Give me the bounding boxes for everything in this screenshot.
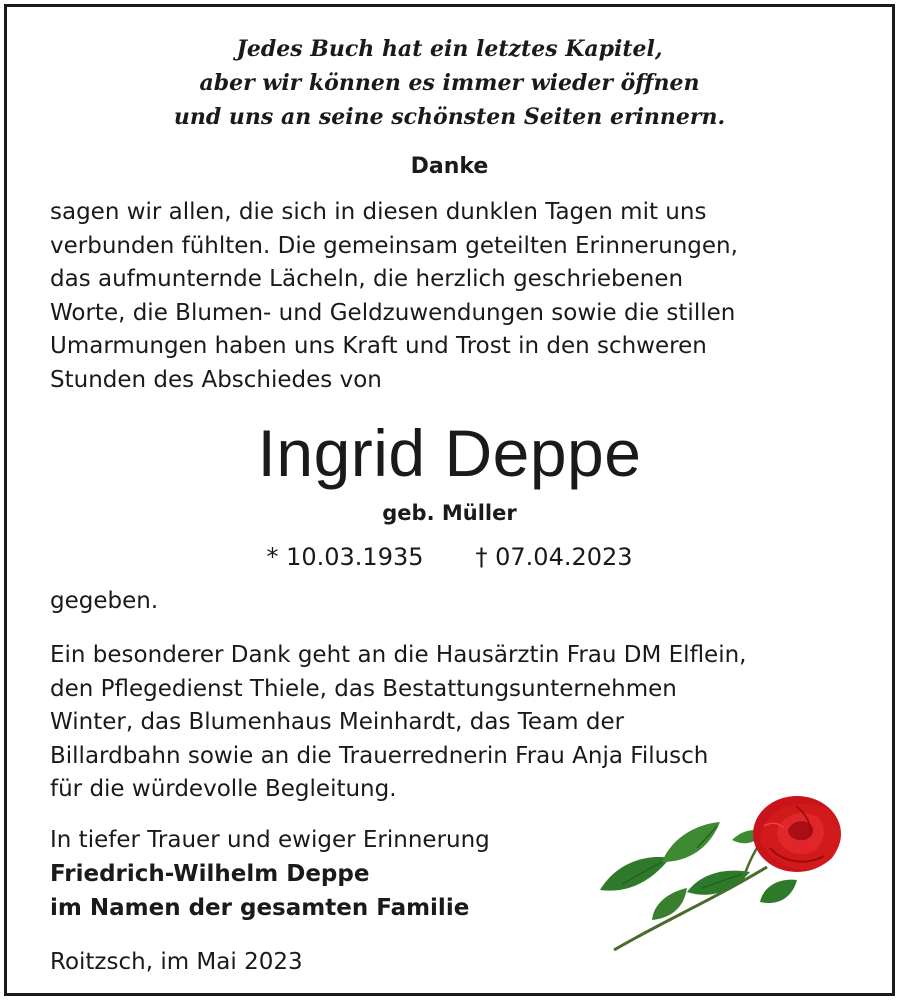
text-line: verbunden fühlten. Die gemeinsam geteilten Erinnerungen, [50, 232, 738, 259]
signoff-signer: Friedrich-Wilhelm Deppe [50, 861, 370, 887]
text-line: das aufmunternde Lächeln, die herzlich geschriebenen [50, 266, 684, 292]
deceased-name: Ingrid Deppe [257, 416, 642, 490]
text-line: sagen wir allen, die sich in diesen dunklen Tagen mit uns [50, 199, 707, 225]
text-line: Umarmungen haben uns Kraft und Trost in den schweren [50, 333, 707, 359]
motto-line: Jedes Buch hat ein letztes Kapitel, [236, 36, 663, 62]
maiden-name: geb. Müller [382, 501, 517, 525]
motto-line: und uns an seine schönsten Seiten erinnern. [173, 104, 726, 130]
birth-date: * 10.03.1935 [266, 543, 424, 571]
text-line: Winter, das Blumenhaus Meinhardt, das Team der [50, 709, 625, 735]
after-name-text: gegeben. [50, 588, 159, 614]
text-line: Ein besonderer Dank geht an die Hausärztin Frau DM Elflein, [50, 642, 747, 668]
motto-line: aber wir können es immer wieder öffnen [199, 70, 700, 96]
place-date: Roitzsch, im Mai 2023 [50, 949, 303, 975]
signoff-line: In tiefer Trauer und ewiger Erinnerung [50, 827, 490, 853]
motto-quote [0, 32, 899, 134]
text-line: Billardbahn sowie an die Trauerrednerin Frau Anja Filusch [50, 742, 709, 769]
death-date: † 07.04.2023 [475, 543, 633, 571]
life-dates [0, 540, 899, 574]
signoff-family: im Namen der gesamten Familie [50, 895, 470, 921]
text-line: für die würdevolle Begleitung. [50, 776, 397, 802]
signoff-block [50, 823, 490, 925]
intro-paragraph [50, 196, 850, 397]
text-line: Worte, die Blumen- und Geldzuwendungen sowie die stillen [50, 299, 736, 326]
text-line: den Pflegedienst Thiele, das Bestattungsunternehmen [50, 675, 677, 702]
text-line: Stunden des Abschiedes von [50, 366, 382, 393]
red-rose-icon [592, 792, 862, 960]
thanks-heading: Danke [410, 154, 489, 179]
special-thanks-paragraph [50, 639, 850, 807]
